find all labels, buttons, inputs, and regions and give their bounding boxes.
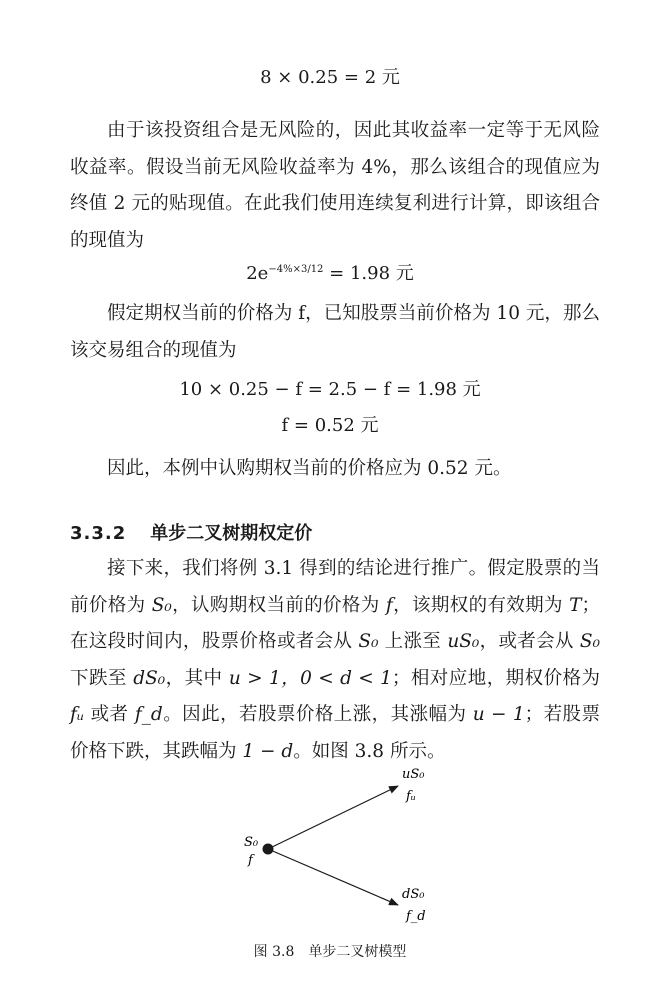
paragraph-conclusion: 因此，本例中认购期权当前的价格应为 0.52 元。 [107,458,512,479]
sym-T: T [569,594,582,616]
down-stock-label: dS₀ [402,887,425,902]
up-stock-label: uS₀ [402,767,425,782]
sym-f: f [385,594,393,616]
figure-title: 单步二叉树模型 [308,944,407,960]
root-option-label: f [248,853,253,868]
eq-rest: = 1.98 元 [323,263,414,284]
equation-portfolio-with-option: 10 × 0.25 − f = 2.5 − f = 1.98 元 [179,379,481,400]
sym-uS0: uS₀ [447,631,480,652]
sym-S0: S₀ [151,594,172,616]
sym-condition: u > 1，0 < d < 1 [228,667,392,689]
sym-fu: fᵤ [70,704,85,725]
paragraph-option-price: 假定期权当前的价格为 f，已知股票当前价格为 10 元，那么该交易组合的现值为 [70,303,600,361]
binomial-tree-diagram [230,760,450,935]
equation-present-value [0,258,660,286]
sym-dS0: dS₀ [133,667,166,689]
paragraph-risk-free: 由于该投资组合是无风险的，因此其收益率一定等于无风险收益率。假设当前无风险收益率为 4%，那么该组合的现值应为终值 2 元的贴现值。在此我们使用连续复利进行计算，即该组合的现值为 [70,120,600,251]
down-option-label: f_d [406,909,426,924]
eq-exponent: −4%×3/12 [268,264,324,275]
down-branch-arrow [268,849,398,905]
section-heading [70,522,312,546]
up-option-label: fᵤ [406,789,416,804]
eq-base: 2e [246,263,269,284]
paragraph-binomial-intro: 接下来，我们将例 3.1 得到的结论进行推广。假定股票的当前价格为 S₀，认购期权当前的价格为 f，该期权的有效期为 T；在这段时间内，股票价格或者会从 S₀ 上涨至 uS₀，或者会从 S₀ 下跌至 dS₀，其中 u > 1，0 < d < 1；相对应地，期权价格为 fᵤ 或者 f_d。因此，若股票价格上涨，其涨幅为 u − 1；若股票价格下跌，其跌幅为 1 − d。如图 3.8 所示。 [70,558,600,762]
root-stock-label: S₀ [244,835,259,850]
sym-down: 1 − d [242,740,294,762]
section-title: 单步二叉树期权定价 [150,523,313,544]
section-number: 3.3.2 [70,523,127,544]
equation-option-value: f = 0.52 元 [281,415,379,436]
figure-number: 图 3.8 [253,944,295,960]
sym-fd: f_d [134,704,163,725]
sym-up: u − 1 [472,704,525,725]
root-node [263,844,274,855]
figure-caption [0,942,660,962]
equation-portfolio-value: 8 × 0.25 = 2 元 [260,67,400,88]
up-branch-arrow [268,786,398,849]
